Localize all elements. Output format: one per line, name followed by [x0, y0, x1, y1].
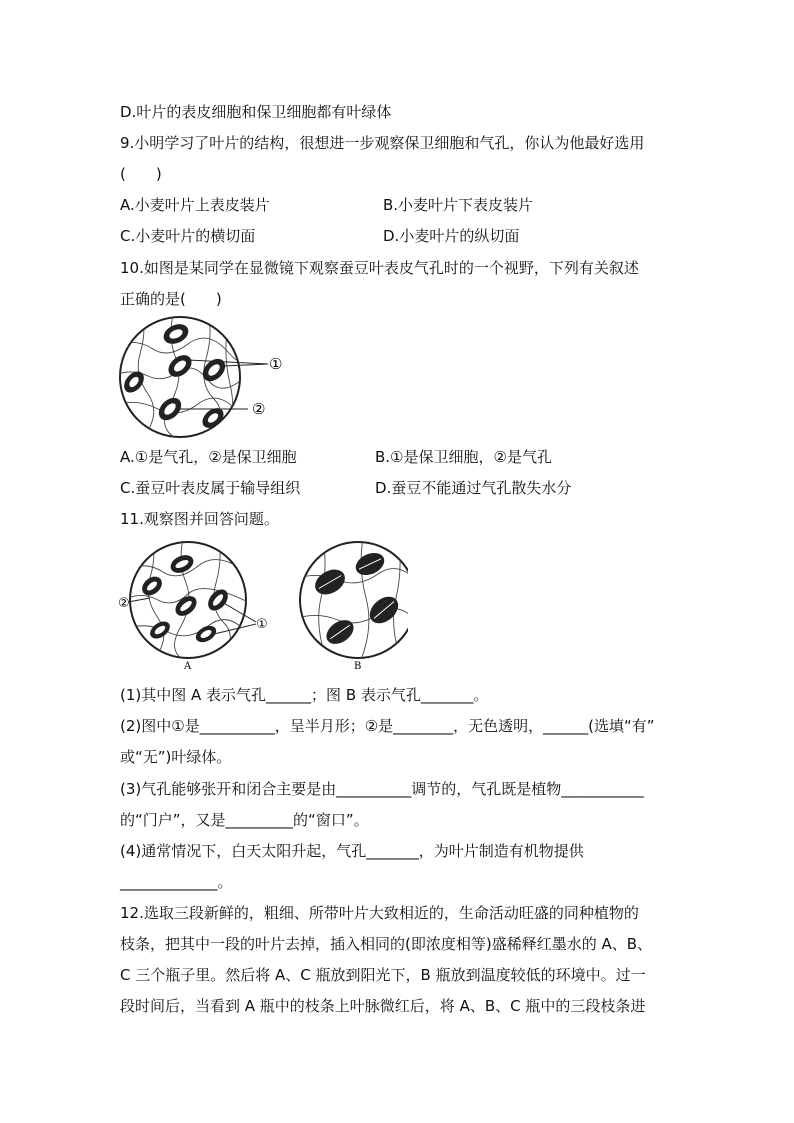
q10-option-b: B.①是保卫细胞，②是气孔	[375, 448, 552, 466]
q11-part3: (3)气孔能够张开和闭合主要是由__________调节的，气孔既是植物___________	[120, 780, 644, 798]
fig11-caption-a: A	[184, 661, 192, 672]
q9-option-a: A.小麦叶片上表皮装片	[120, 196, 270, 214]
q12-stem: 12.选取三段新鲜的，粗细、所带叶片大致相近的，生命活动旺盛的同种植物的	[120, 904, 639, 922]
q10-stem: 10.如图是某同学在显微镜下观察蚕豆叶表皮气孔时的一个视野，下列有关叙述	[120, 259, 639, 277]
q11-part3-line2: 的“门户”，又是_________的“窗口”。	[120, 811, 369, 829]
fig10-label-1: ①	[269, 355, 283, 373]
q10-stem-line2: 正确的是( )	[120, 290, 222, 308]
q10-stomata-figure	[118, 314, 293, 444]
q11-stem: 11.观察图并回答问题。	[120, 510, 279, 528]
q11-part4-line2: _____________。	[120, 873, 233, 891]
fig11-label-1: ①	[256, 617, 268, 632]
q8-option-d: D.叶片的表皮细胞和保卫细胞都有叶绿体	[120, 103, 392, 121]
q11-part2: (2)图中①是__________，呈半月形；②是________，无色透明，______(选填“有”	[120, 717, 655, 735]
fig11-caption-b: B	[354, 661, 362, 672]
q10-option-a: A.①是气孔，②是保卫细胞	[120, 448, 297, 466]
q9-option-b: B.小麦叶片下表皮装片	[383, 196, 534, 214]
q10-option-c: C.蚕豆叶表皮属于输导组织	[120, 479, 301, 497]
q12-stem-line4: 段时间后，当看到 A 瓶中的枝条上叶脉微红后，将 A、B、C 瓶中的三段枝条进	[120, 997, 646, 1015]
q12-stem-line2: 枝条，把其中一段的叶片去掉，插入相同的(即浓度相等)盛稀释红墨水的 A、B、	[120, 935, 653, 953]
q12-stem-line3: C 三个瓶子里。然后将 A、C 瓶放到阳光下，B 瓶放到温度较低的环境中。过一	[120, 966, 646, 984]
q9-stem: 9.小明学习了叶片的结构，很想进一步观察保卫细胞和气孔，你认为他最好选用	[120, 134, 645, 152]
q11-part1: (1)其中图 A 表示气孔______；图 B 表示气孔_______。	[120, 686, 489, 704]
q9-option-c: C.小麦叶片的横切面	[120, 227, 256, 245]
fig11-label-2: ②	[118, 596, 130, 611]
q9-stem-bracket: ( )	[120, 165, 162, 183]
q9-option-d: D.小麦叶片的纵切面	[383, 227, 520, 245]
fig10-label-2: ②	[252, 400, 266, 418]
q11-part4: (4)通常情况下，白天太阳升起，气孔_______，为叶片制造有机物提供	[120, 842, 584, 860]
q10-option-d: D.蚕豆不能通过气孔散失水分	[375, 479, 572, 497]
q11-part2-line2: 或“无”)叶绿体。	[120, 748, 232, 766]
q11-stomata-figure	[118, 538, 408, 672]
